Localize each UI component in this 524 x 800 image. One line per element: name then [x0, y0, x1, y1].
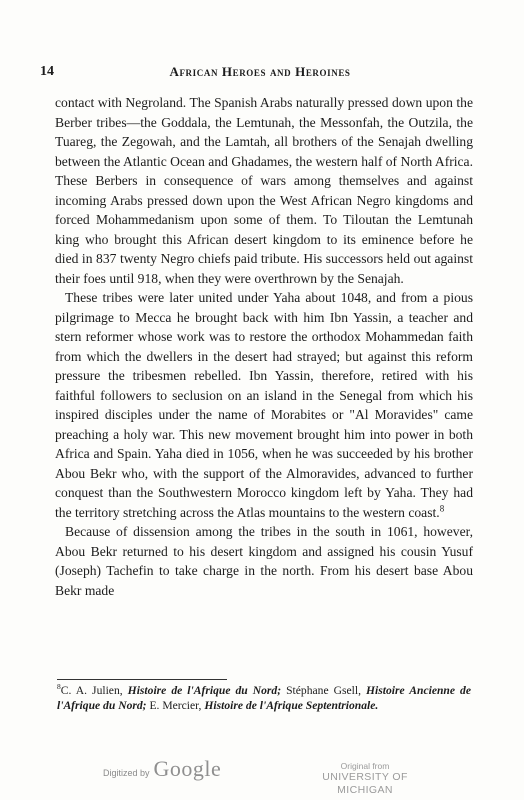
footnote-mark: 8 [57, 682, 61, 692]
running-title: African Heroes and Heroines [169, 64, 351, 79]
paragraph [55, 93, 473, 288]
paragraph-text: contact with Negroland. The Spanish Arabs naturally pressed down upon the Berber tribes—the Goddala, the Lemtunah, the Messonfah, the Outzila, the Tuareg, the Zegowah, and the Lamtah, all brothers of the Senajah dwelling between the Atlantic Ocean and Ghadames, the western half of North Africa. These Berbers in consequence of wars among themselves and against incoming Arabs pressed down upon the West African Negro kingdoms and forced Mohammedanism upon some of them. To Tiloutan the Lemtunah king who brought this African desert kingdom to its eminence before he died in 837 twenty Negro chiefs paid tribute. His successors held out against their foes until 918, when they were overthrown by the Senajah. [55, 95, 473, 286]
paragraph-text: Because of dissension among the tribes in the south in 1061, however, Abou Bekr returned to his desert kingdom and assigned his cousin Yusuf (Joseph) Tachefin to take charge in the north. From his desert base Abou Bekr made [55, 524, 473, 598]
body-text [55, 93, 473, 600]
digitized-by-watermark [103, 756, 221, 786]
original-from-label: Original from [340, 761, 390, 771]
footnote-title: Histoire Ancienne de l'Afrique du Nord; [57, 684, 471, 712]
footnote-divider [57, 679, 227, 680]
paragraph [55, 522, 473, 600]
footnote [57, 684, 471, 713]
footnote-text: Stéphane Gsell, [281, 684, 367, 697]
digitized-by-label: Digitized by [103, 768, 150, 778]
google-logo: Google [153, 756, 222, 781]
institution-label: UNIVERSITY OF MICHIGAN [322, 771, 408, 796]
paragraph-text: These tribes were later united under Yaha about 1048, and from a pious pilgrimage to Mecca he brought back with him Ibn Yassin, a teacher and stern reformer whose work was to restore the orthodox Mohammedan faith from which the dwellers in the desert had strayed; but against this reform pressure the tribesmen rebelled. Ibn Yassin, therefore, retired with his faithful followers to seclusion on an island in the Senegal from which his inspired disciples under the name of Morabites or "Al Moravides" came preaching a holy war. This new movement brought him into power in both Africa and Spain. Yaha died in 1056, when he was succeeded by his brother Abou Bekr who, with the support of the Almoravides, advanced to further conquest than the Southwestern Morocco kingdom left by Yaha. They had the territory stretching across the Atlas mountains to the western coast. [55, 290, 473, 520]
footnote-reference[interactable]: 8 [439, 502, 445, 513]
paragraph [55, 288, 473, 522]
original-from-watermark [300, 761, 430, 797]
footnote-title: Histoire de l'Afrique du Nord; [127, 684, 282, 697]
footnote-text: E. Mercier, [146, 698, 205, 712]
page-number: 14 [40, 64, 54, 79]
page-header [40, 64, 480, 82]
footnote-title: Histoire de l'Afrique Septentrionale. [204, 698, 379, 712]
footnote-text: C. A. Julien, [60, 684, 128, 697]
